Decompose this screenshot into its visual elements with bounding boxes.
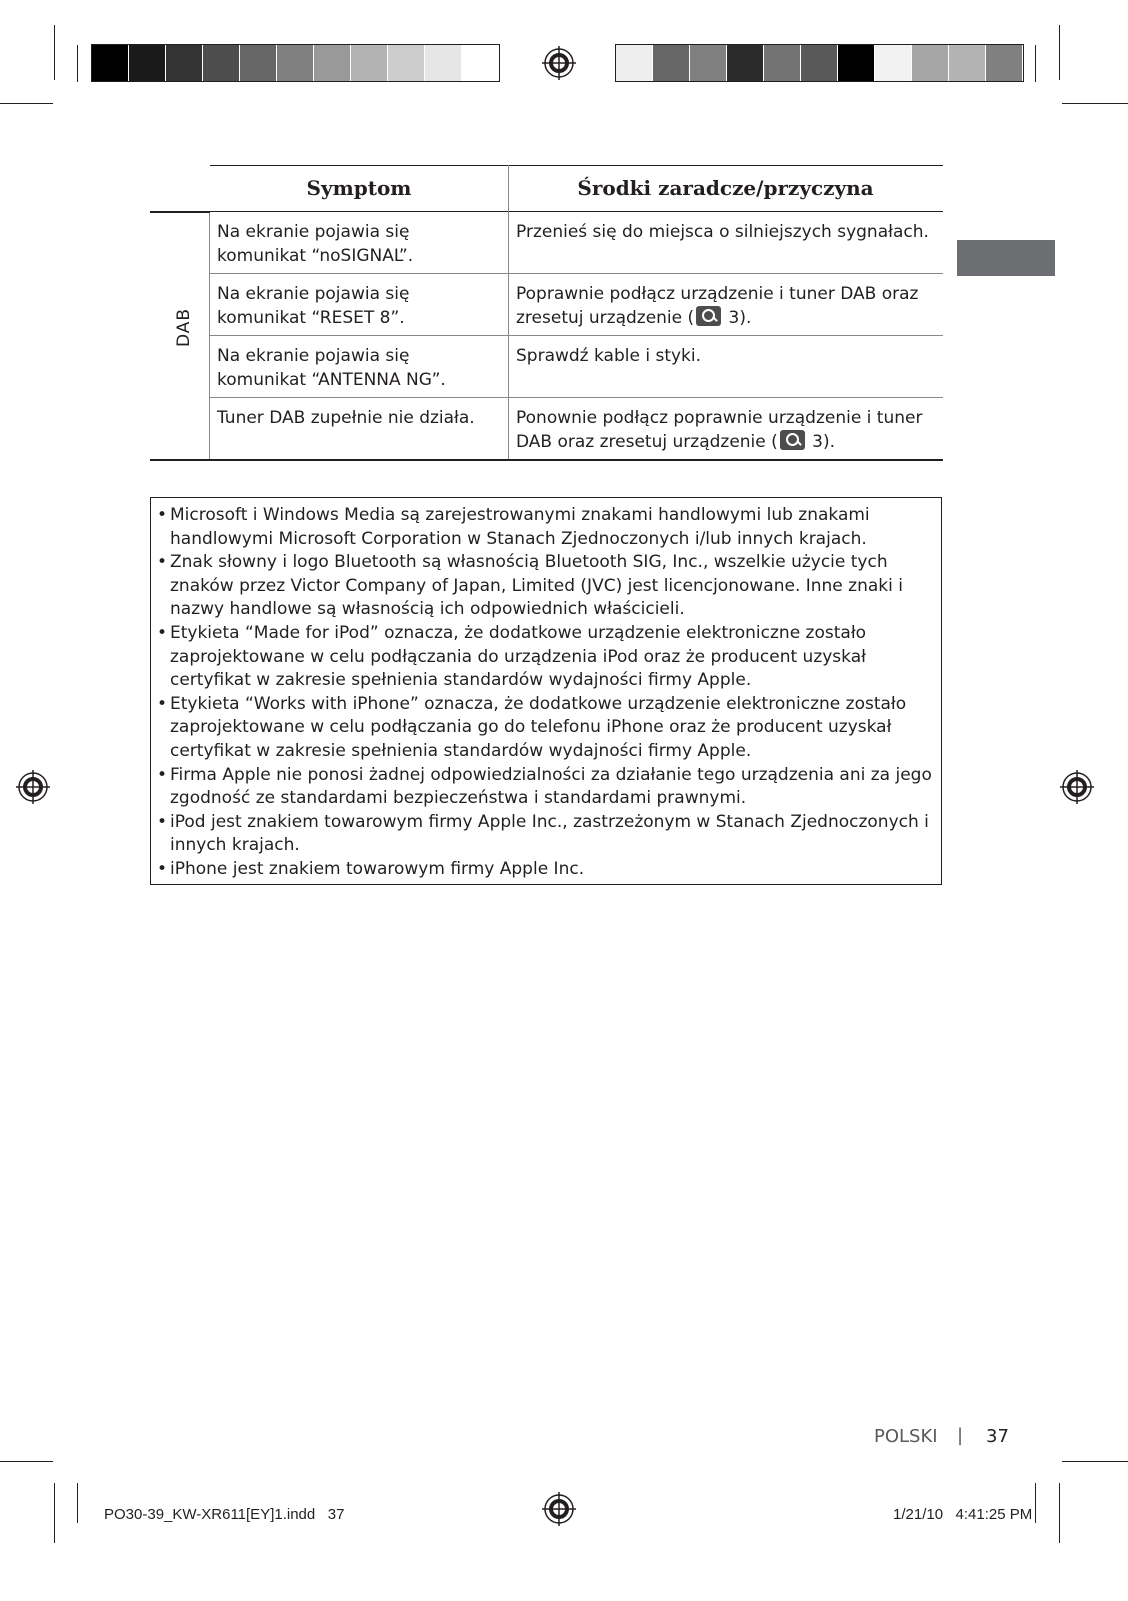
table-row [210,336,943,398]
symptom-cell: Na ekranie pojawia się komunikat “noSIGNAL”. [217,222,414,266]
remedy-cell: Przenieś się do miejsca o silniejszych sygnałach. [516,222,929,242]
registration-mark-icon [16,770,50,804]
symptom-cell: Tuner DAB zupełnie nie działa. [217,408,475,428]
registration-mark-icon [542,46,576,80]
color-swatch [801,45,838,81]
remedy-cell: Sprawdź kable i styki. [516,346,702,366]
color-swatch [240,45,277,81]
table-row [210,398,943,460]
color-strip-left [91,44,500,82]
header-remedy: Środki zaradcze/przyczyna [508,165,943,212]
timestamp: 1/21/10 4:41:25 PM [893,1506,1033,1523]
color-swatch [912,45,949,81]
color-swatch [949,45,986,81]
color-swatch [986,45,1023,81]
registration-mark-icon [1060,770,1094,804]
group-label-dab: DAB [174,307,194,347]
color-swatch [653,45,690,81]
header-symptom: Symptom [210,165,508,212]
list-item: • Etykieta “Works with iPhone” oznacza, że dodatkowe urządzenie elektroniczne zostało zaprojektowane w celu podłączania go do telefonu iPhone oraz że producent uzyskał certyfikat w zakresie spełnienia standardów wydajności firmy Apple. [157,693,907,761]
list-item: • Firma Apple nie ponosi żadnej odpowiedzialności za działanie tego urządzenia ani za jego zgodność ze standardami bezpieczeństwa i standardami prawnymi. [157,764,932,809]
symptom-cell: Na ekranie pojawia się komunikat “RESET 8”. [217,284,410,328]
list-item: • Etykieta “Made for iPod” oznacza, że dodatkowe urządzenie elektroniczne zostało zaprojektowane w celu podłączania do urządzenia iPod oraz że producent uzyskał certyfikat w zakresie spełnienia standardów wydajności firmy Apple. [157,622,867,691]
language-side-tab [957,240,1055,276]
color-swatch [129,45,166,81]
color-swatch [875,45,912,81]
magnifier-icon [696,306,721,326]
magnifier-icon [780,430,805,450]
color-swatch [764,45,801,81]
table-row [210,212,943,274]
trademark-notes [150,497,942,885]
registration-mark-icon [542,1492,576,1526]
color-swatch [425,45,462,81]
color-swatch [277,45,314,81]
list-item: • iPod jest znakiem towarowym firmy Apple Inc., zastrzeżonym w Stanach Zjednoczonych i innych krajach. [157,811,929,856]
page-number: 37 [986,1426,1009,1447]
color-swatch [727,45,764,81]
color-swatch [838,45,875,81]
list-item: • iPhone jest znakiem towarowym firmy Apple Inc. [157,858,585,879]
color-swatch [462,45,499,81]
color-swatch [166,45,203,81]
remedy-cell: Poprawnie podłącz urządzenie i tuner DAB oraz zresetuj urządzenie ( 3). [516,284,919,328]
list-item: • Microsoft i Windows Media są zarejestrowanymi znakami handlowymi lub znakami handlowymi Microsoft Corporation w Stanach Zjednoczonych i/lub innych krajach. [157,505,870,549]
color-swatch [203,45,240,81]
remedy-cell: Ponownie podłącz poprawnie urządzenie i tuner DAB oraz zresetuj urządzenie ( 3). [516,408,923,452]
footer-language: POLSKI [874,1426,938,1447]
list-item: • Znak słowny i logo Bluetooth są własnością Bluetooth SIG, Inc., wszelkie użycie tych znaków przez Victor Company of Japan, Limited (JVC) jest licencjonowane. Inne znaki i nazwy handlowe są własnością ich odpowiednich właścicieli. [157,552,903,620]
file-slug: PO30-39_KW-XR611[EY]1.indd 37 [104,1506,345,1523]
color-swatch [351,45,388,81]
color-swatch [314,45,351,81]
color-swatch [92,45,129,81]
footer-separator: | [957,1425,964,1446]
color-strip-right [615,44,1024,82]
color-swatch [616,45,653,81]
symptom-cell: Na ekranie pojawia się komunikat “ANTENNA NG”. [217,346,446,390]
color-swatch [388,45,425,81]
table-row [210,274,943,336]
color-swatch [690,45,727,81]
